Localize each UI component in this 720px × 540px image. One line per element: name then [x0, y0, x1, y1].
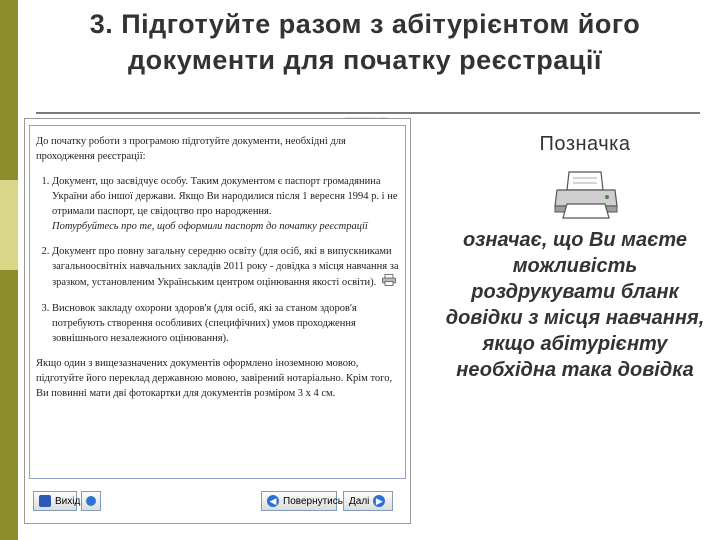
marker-description: означає, що Ви маєте можливість роздрукувати бланк довідки з місця навчання, якщо абітурієнту необхідна така довідка [445, 229, 705, 381]
document-list [36, 174, 402, 346]
marker-label: Позначка [539, 133, 631, 155]
stripe-segment [0, 270, 18, 540]
exit-icon [39, 495, 51, 507]
next-button-label: Далі [349, 495, 370, 507]
printer-icon[interactable] [382, 274, 396, 291]
exit-button-label: Вихід [55, 495, 81, 507]
printer-icon [553, 170, 619, 225]
program-screenshot [24, 118, 411, 524]
document-text [36, 134, 402, 411]
list-item [52, 244, 402, 291]
stripe-segment [0, 0, 18, 180]
back-button-label: Повернутись [283, 495, 343, 507]
slide-title: 3. Підготуйте разом з абітурієнтом його документи для початку реєстрації [89, 9, 641, 75]
stripe-segment [0, 180, 18, 270]
screenshot-caption: ~~~~~~~~~~~ ~~~ [345, 116, 388, 122]
intro-text: До початку роботи з програмою підготуйте документи, необхідні для проходження реєстрації: [36, 136, 346, 162]
list-item [52, 174, 402, 234]
list-item-text: Документ про повну загальну середню освіту (для осіб, які в випускниками загальноосвітніх навчальних закладів 2011 року - довідка з місця навчання за зразком, установленим Українським центром оцінювання якості освіти). [52, 246, 399, 288]
list-item-text: Висновок закладу охорони здоров'я (для осіб, які за станом здоров'я потребують створення особливих (специфічних) умов проходження зовнішнього незалежного оцінювання). [52, 303, 357, 344]
back-button[interactable] [261, 491, 343, 511]
list-item-text: Документ, що засвідчує особу. Таким документом є паспорт громадянина України або іншої держави. Якщо Ви народилися після 1 вересня 1994 р. і не отримали паспорт, це свідоцтво про народження. [52, 176, 398, 217]
exit-button[interactable] [33, 491, 81, 511]
arrow-right-icon: ▶ [373, 495, 385, 507]
title-divider [36, 112, 700, 114]
help-button[interactable] [81, 491, 101, 511]
side-stripe [0, 0, 18, 540]
arrow-left-icon: ◀ [267, 495, 279, 507]
list-item-note: Потурбуйтесь про те, щоб оформили паспорт до початку реєстрації [52, 221, 368, 232]
next-button[interactable] [343, 491, 393, 511]
help-icon [86, 496, 96, 506]
navigation-bar [25, 481, 410, 523]
footer-text: Якщо один з вищезазначених документів оформлено іноземною мовою, підготуйте його переклад державною мовою, завірений нотаріально. Крім того, Ви повинні мати дві фотокартки для документів розміром 3 х 4 см. [36, 358, 393, 399]
document-panel [29, 125, 406, 479]
list-item [52, 301, 402, 346]
